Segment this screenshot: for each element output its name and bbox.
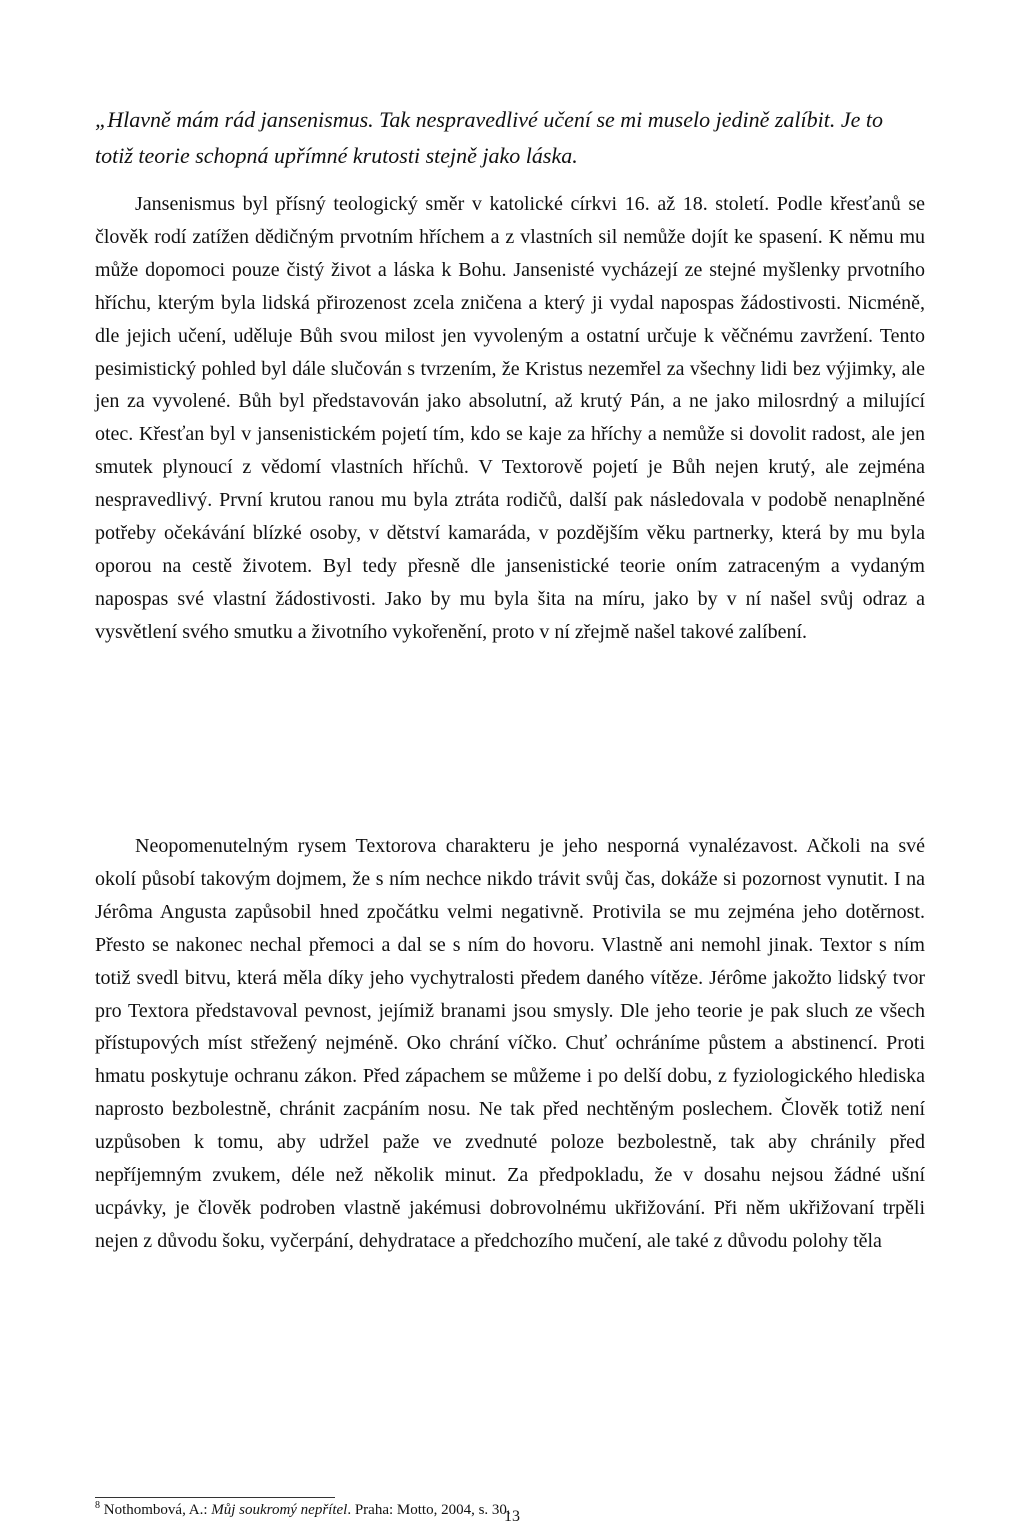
footnote-marker: 8 — [95, 1500, 100, 1511]
footnote-separator — [95, 1497, 335, 1498]
footnote-title: Můj soukromý nepřítel — [211, 1502, 348, 1518]
page-number: 13 — [504, 1508, 520, 1525]
footnote-author: Nothombová, A.: — [103, 1502, 212, 1518]
footnote-publisher: . Praha: Motto, 2004, s. 30. — [347, 1502, 511, 1518]
paragraph-textor-inventiveness: Neopomenutelným rysem Textorova charakteru je jeho nesporná vynalézavost. Ačkoli na své okolí působí takovým dojmem, že s ním nechce nikdo trávit svůj čas, dokáže si pozornost vynutit. I na Jérôma Angusta zapůsobil hned zpočátku velmi negativně. Protivila se mu zejména jeho dotěrnost. Přesto se nakonec nechal přemoci a dal se s ním do hovoru. Vlastně ani nemohl jinak. Textor s ním totiž svedl bitvu, která měla díky jeho vychytralosti předem daného vítěze. Jérôme jakožto lidský tvor pro Textora představoval pevnost, jejímiž branami jsou smysly. Dle jeho teorie je pak sluch ze všech přístupových míst střežený nejméně. Oko chrání víčko. Chuť ochráníme půstem a abstinencí. Proti hmatu poskytuje ochranu zákon. Před zápachem se můžeme i po delší dobu, z fyziologického hlediska naprosto bezbolestně, chránit zacpáním nosu. Ne tak před nechtěným poslechem. Člověk totiž není uzpůsoben k tomu, aby udržel paže ve zvednuté poloze bezbolestně, tak aby chránily před nepříjemným zvukem, déle než několik minut. Za předpokladu, že v dosahu nejsou žádné ušní ucpávky, je člověk podroben vlastně jakémusi dobrovolnému ukřižování. Při něm ukřižovaní trpěli nejen z důvodu šoku, vyčerpání, dehydratace a předchozího mučení, ale také z důvodu polohy těla — [95, 835, 925, 1252]
opening-quote: „Hlavně mám rád jansenismus. Tak nespravedlivé učení se mi muselo jedině zalíbit. Je to totiž teorie schopná upřímné krutosti stejně jako láska. — [95, 107, 884, 168]
paragraph-jansenism: Jansenismus byl přísný teologický směr v katolické církvi 16. až 18. století. Podle křesťanů se člověk rodí zatížen dědičným prvotním hříchem a z vlastních sil nemůže dojít ke spasení. K němu mu může dopomoci pouze čistý život a láska k Bohu. Jansenisté vycházejí ze stejné myšlenky prvotního hříchu, kterým byla lidská přirozenost zcela zničena a který ji vydal napospas žádostivosti. Nicméně, dle jejich učení, uděluje Bůh svou milost jen vyvoleným a ostatní určuje k věčnému zavržení. Tento pesimistický pohled byl dále slučován s tvrzením, že Kristus nezemřel za všechny lidi bez výjimky, ale jen za vyvolené. Bůh byl představován jako absolutní, až krutý Pán, a ne jako milosrdný a milující otec. Křesťan byl v jansenistickém pojetí tím, kdo se kaje za hříchy a nemůže si dovolit radost, ale jen smutek plynoucí z vědomí vlastních hříchů. V Textorově pojetí je Bůh nejen krutý, ale zejména nespravedlivý. První krutou ranou mu byla ztráta rodičů, další pak následovala v podobě nenaplněné potřeby očekávání blízké osoby, v dětství kamaráda, v pozdějším věku partnerky, která by mu byla oporou na cestě životem. Byl tedy přesně dle jansenistické teorie oním zatraceným a vydaným napospas své vlastní žádostivosti. Jako by mu byla šita na míru, jako by v ní našel svůj odraz a vysvětlení svého smutku a životního vykořenění, proto v ní zřejmě našel takové zalíbení. — [95, 193, 925, 643]
